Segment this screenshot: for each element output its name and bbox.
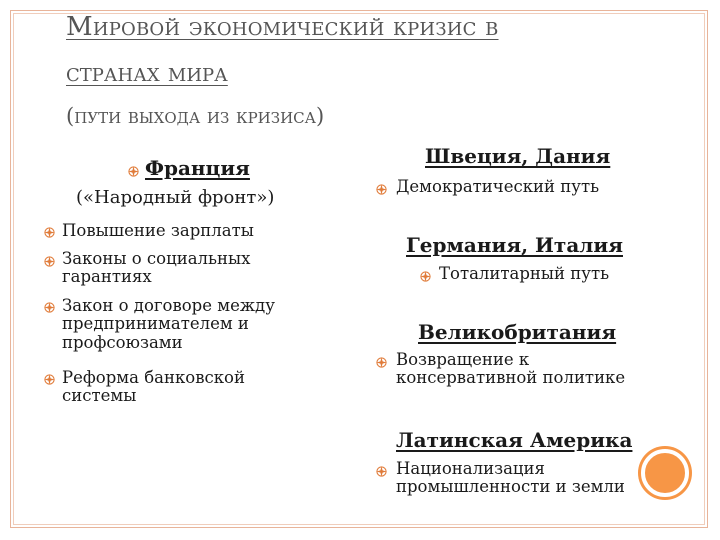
list-item-france-3: Закон о договоре между предпринимателем и профсоюзами (62, 296, 275, 352)
compass-star-icon (44, 374, 55, 385)
list-item-great-britain: Возвращение к консервативной политике (396, 350, 626, 388)
compass-star-icon (44, 227, 55, 238)
heading-great-britain: Великобритания (418, 320, 617, 344)
list-item-germany-italy: Тоталитарный путь (439, 264, 610, 283)
heading-latin-america: Латинская Америка (396, 428, 633, 452)
heading-germany-italy: Германия, Италия (406, 233, 623, 257)
compass-star-icon (128, 166, 139, 177)
compass-star-icon (420, 271, 431, 282)
heading-sweden-denmark: Швеция, Дания (425, 144, 611, 168)
list-item-france-4: Реформа банковской системы (62, 368, 245, 406)
list-item-sweden-denmark: Демократический путь (396, 177, 600, 196)
title-line-2: странах мира (66, 58, 228, 88)
slide-title (66, 14, 666, 127)
list-item-latin-america: Национализация промышленности и земли (396, 459, 625, 497)
decorative-circle (641, 449, 689, 497)
heading-france: Франция (145, 156, 250, 180)
compass-star-icon (44, 302, 55, 313)
list-item-france-1: Повышение зарплаты (62, 221, 254, 240)
title-line-3: (пути выхода из кризиса) (66, 104, 325, 128)
compass-star-icon (44, 256, 55, 267)
subheading-popular-front: («Народный фронт») (76, 187, 275, 208)
list-item-france-2: Законы о социальных гарантиях (62, 249, 251, 287)
compass-star-icon (376, 184, 387, 195)
title-line-1: Мировой экономический кризис в (66, 12, 499, 42)
compass-star-icon (376, 357, 387, 368)
compass-star-icon (376, 466, 387, 477)
